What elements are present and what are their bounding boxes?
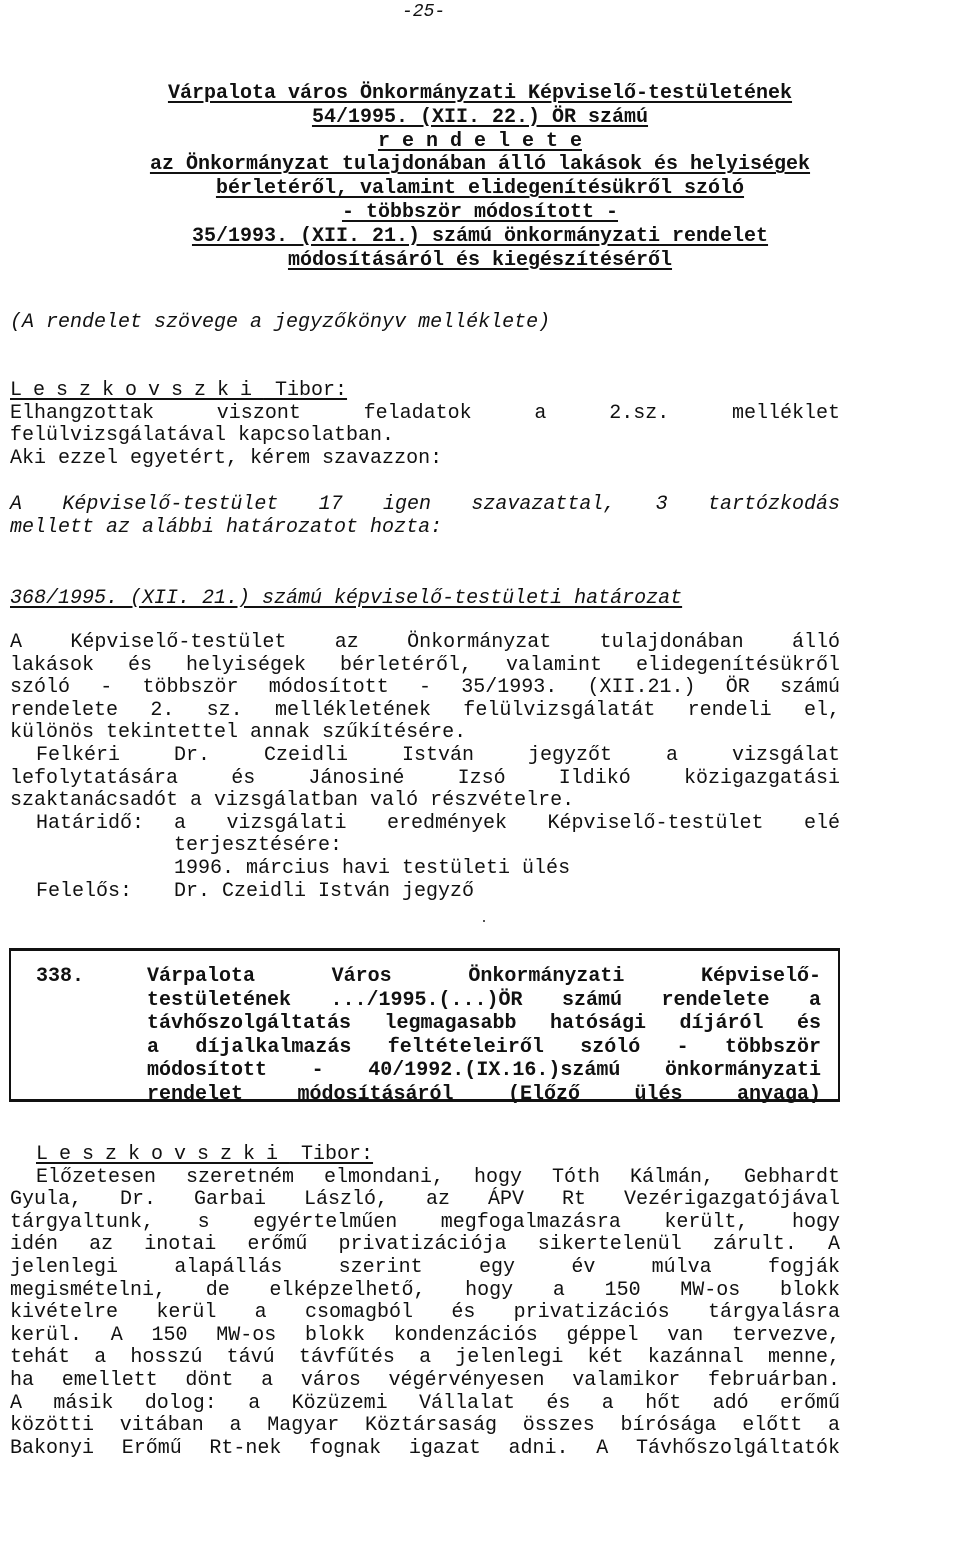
resolution-title: 368/1995. (XII. 21.) számú képviselő-testületi határozat: [10, 587, 683, 610]
speech-line: Elhangzottak viszont feladatok a 2.sz. melléklet: [10, 401, 840, 425]
request-line: Felkéri Dr. Czeidli István jegyzőt a vizsgálat: [36, 743, 840, 767]
responsible-label: Felelős:: [36, 879, 133, 903]
speech-line: Előzetesen szeretném elmondani, hogy Tóth Kálmán, Gebhardt: [36, 1165, 840, 1189]
agenda-line: a díjalkalmazás feltételeiről szóló - többször: [147, 1035, 821, 1059]
resolution-line: lakások és helyiségek bérletéről, valamint elidegenítésükről: [10, 653, 840, 677]
heading-line: Várpalota város Önkormányzati Képviselő-testületének: [167, 82, 793, 105]
responsible-value: Dr. Czeidli István jegyző: [174, 879, 475, 903]
speaker-label: [10, 380, 840, 403]
heading-line: - többször módosított -: [341, 200, 619, 224]
page-number: -25-: [402, 2, 446, 22]
resolution-line: különös tekintettel annak szűkítésére.: [10, 721, 467, 745]
speech-line: kerül. A 150 MW-os blokk kondenzációs géppel van tervezve,: [10, 1323, 840, 1347]
speaker-name: Leszkovszki: [36, 1143, 290, 1166]
resolution-line: A Képviselő-testület az Önkormányzat tulajdonában álló: [10, 631, 840, 654]
speech-block: [10, 380, 840, 470]
speech-line: megismételni, de elképzelhető, hogy a 150 MW-os blokk: [10, 1278, 840, 1302]
agenda-item-box: [9, 948, 840, 1106]
resolution-line: rendelete 2. sz. mellékletének felülvizsgálatát rendeli el,: [10, 698, 840, 722]
decree-heading: [0, 82, 960, 272]
agenda-item-title: [147, 965, 821, 1106]
deadline-label: Határidő:: [36, 811, 145, 835]
speech-block-2: [10, 1144, 840, 1460]
resolution-body: [10, 632, 840, 903]
deadline-line: a vizsgálati eredmények Képviselő-testület elé: [174, 811, 840, 835]
request-line: lefolytatására és Jánosiné Izsó Ildikó közigazgatási: [10, 766, 840, 790]
deadline-row: [10, 813, 840, 881]
deadline-line: terjesztésére:: [174, 834, 343, 858]
speaker-name: Leszkovszki: [10, 379, 264, 402]
speech-line: ha emellett dönt a város végérvényesen valamikor februárban.: [10, 1368, 840, 1392]
heading-line: 54/1995. (XII. 22.) ÖR számú: [311, 105, 649, 129]
speech-line: A másik dolog: a Közüzemi Vállalat és a hőt adó erőmű: [10, 1391, 840, 1415]
heading-line: 35/1993. (XII. 21.) számú önkormányzati rendelet: [191, 224, 769, 248]
vote-line: A Képviselő-testület 17 igen szavazattal, 3 tartózkodás: [10, 493, 840, 516]
deadline-value: [174, 813, 840, 881]
responsible-row: [10, 881, 840, 904]
speech-line: jelenlegi alapállás szerint egy év múlva fogják: [10, 1255, 840, 1279]
speech-line: tárgyaltunk, s egyértelműen megfogalmazásra került, hogy: [10, 1210, 840, 1234]
stray-dot: [483, 920, 485, 922]
heading-line: módosításáról és kiegészítéséről: [287, 248, 673, 272]
agenda-line: módosított - 40/1992.(IX.16.)számú önkormányzati: [147, 1059, 821, 1082]
speaker-label: [10, 1144, 840, 1167]
request-line: szaktanácsadót a vizsgálatban való részvételre.: [10, 789, 575, 813]
vote-result: [10, 494, 840, 539]
speech-line: Gyula, Dr. Garbai László, az ÁPV Rt Vezérigazgatójával: [10, 1188, 840, 1212]
agenda-line: testületének .../1995.(...)ÖR számú rendelete a: [147, 988, 821, 1012]
heading-line: r e n d e l e t e: [377, 129, 583, 153]
agenda-line: távhőszolgáltatás legmagasabb hatósági díjáról és: [147, 1012, 821, 1035]
speech-line: tehát a hosszú távú távfűtés a jelenlegi két kazánnal menne,: [10, 1346, 840, 1370]
vote-line: mellett az alábbi határozatot hozta:: [10, 515, 443, 539]
speech-line: felülvizsgálatával kapcsolatban.: [10, 424, 395, 448]
agenda-line: Várpalota Város Önkormányzati Képviselő-: [147, 965, 821, 988]
speech-line: Bakonyi Erőmű Rt-nek fognak igazat adni. A Távhőszolgáltatók: [10, 1436, 840, 1460]
agenda-line: rendelet módosításáról (Előző ülés anyaga): [147, 1082, 821, 1106]
speech-line: közötti vitában a Magyar Köztársaság összes bírósága előtt a: [10, 1414, 840, 1438]
annex-note: (A rendelet szövege a jegyzőkönyv melléklete): [10, 311, 551, 334]
speech-line: kivételre kerül a csomagból és privatizációs tárgyalásra: [10, 1301, 840, 1325]
speaker-suffix: Tibor:: [289, 1143, 374, 1166]
heading-line: bérletéről, valamint elidegenítésükről szóló: [215, 177, 745, 201]
speech-line: idén az inotai erőmű privatizációja sikertelenül zárult. A: [10, 1233, 840, 1257]
agenda-item-number: 338.: [36, 965, 85, 988]
heading-line: az Önkormányzat tulajdonában álló lakások és helyiségek: [149, 153, 811, 177]
resolution-line: szóló - többször módosított - 35/1993. (XII.21.) ÖR számú: [10, 676, 840, 700]
speaker-suffix: Tibor:: [263, 379, 348, 402]
deadline-line: 1996. március havi testületi ülés: [174, 856, 571, 880]
speech-line: Aki ezzel egyetért, kérem szavazzon:: [10, 446, 443, 470]
